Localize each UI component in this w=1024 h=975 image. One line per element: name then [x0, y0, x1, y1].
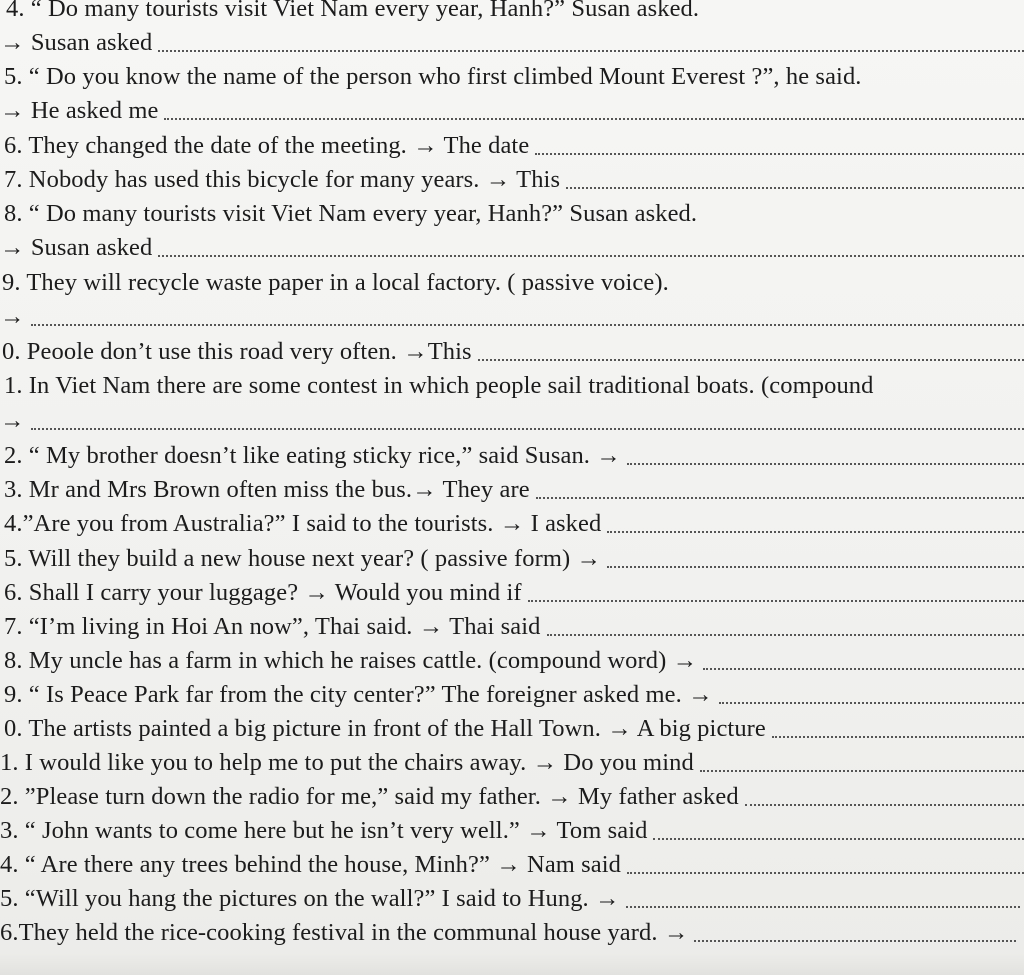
exercise-line	[4, 509, 1024, 539]
answer-blank[interactable]	[627, 872, 1024, 874]
answer-blank[interactable]	[719, 702, 1024, 704]
exercise-text: 2. ”Please turn down the radio for me,” said my father. → My father asked	[0, 783, 739, 810]
exercise-line	[4, 714, 1024, 744]
answer-blank[interactable]	[158, 255, 1024, 257]
exercise-line	[0, 748, 1024, 778]
exercise-line	[0, 816, 1024, 846]
answer-blank[interactable]	[627, 463, 1024, 465]
exercise-text: 5. “ Do you know the name of the person who first climbed Mount Everest ?”, he said.	[4, 63, 862, 90]
exercise-text: 6. They changed the date of the meeting. → The date	[4, 132, 530, 159]
exercise-line	[4, 680, 1024, 710]
exercise-text: 9. “ Is Peace Park far from the city center?” The foreigner asked me. →	[4, 681, 713, 708]
exercise-line	[2, 268, 1024, 298]
exercise-text: →	[0, 303, 25, 330]
exercise-line	[0, 406, 1024, 436]
exercise-text: 4. “ Do many tourists visit Viet Nam every year, Hanh?” Susan asked.	[6, 0, 700, 22]
answer-blank[interactable]	[607, 566, 1024, 568]
exercise-text: 1. In Viet Nam there are some contest in which people sail traditional boats. (compound	[4, 372, 874, 399]
answer-blank[interactable]	[626, 906, 1020, 908]
exercise-line	[0, 28, 1024, 58]
exercise-text: 0. Peoole don’t use this road very often. →This	[2, 338, 472, 365]
exercise-text: 3. “ John wants to come here but he isn’t very well.” → Tom said	[0, 817, 648, 844]
exercise-line	[2, 337, 1024, 367]
exercise-text: 5. Will they build a new house next year? ( passive form) →	[4, 545, 602, 572]
answer-blank[interactable]	[607, 531, 1024, 533]
exercise-text: →	[0, 407, 25, 434]
exercise-text: → Susan asked	[0, 29, 153, 56]
answer-blank[interactable]	[158, 50, 1024, 52]
exercise-line	[0, 850, 1024, 880]
answer-blank[interactable]	[703, 668, 1024, 670]
exercise-text: 6.They held the rice-cooking festival in the communal house yard. →	[0, 919, 689, 946]
exercise-line	[4, 578, 1024, 608]
answer-blank[interactable]	[745, 804, 1024, 806]
answer-blank[interactable]	[164, 118, 1024, 120]
exercise-line	[0, 302, 1024, 332]
exercise-line	[4, 165, 1024, 195]
answer-blank[interactable]	[536, 497, 1024, 499]
exercise-line	[0, 782, 1024, 812]
answer-blank[interactable]	[478, 359, 1024, 361]
answer-blank[interactable]	[547, 634, 1024, 636]
answer-blank[interactable]	[694, 940, 1016, 942]
exercise-line	[6, 0, 1024, 24]
answer-blank[interactable]	[31, 324, 1024, 326]
exercise-text: 7. Nobody has used this bicycle for many years. → This	[4, 166, 561, 193]
exercise-line	[4, 544, 1024, 574]
exercise-line	[4, 62, 1024, 92]
exercise-text: → He asked me	[0, 97, 159, 124]
answer-blank[interactable]	[700, 770, 1024, 772]
exercise-line	[0, 918, 1016, 948]
exercise-text: 3. Mr and Mrs Brown often miss the bus.→ They are	[4, 476, 530, 503]
exercise-line	[4, 646, 1024, 676]
answer-blank[interactable]	[31, 428, 1024, 430]
exercise-line	[0, 96, 1024, 126]
exercise-line	[4, 612, 1024, 642]
exercise-text: 2. “ My brother doesn’t like eating sticky rice,” said Susan. →	[4, 442, 621, 469]
exercise-line	[0, 233, 1024, 263]
exercise-line	[4, 371, 1024, 401]
exercise-text: → Susan asked	[0, 234, 153, 261]
exercise-line	[4, 131, 1024, 161]
answer-blank[interactable]	[566, 187, 1024, 189]
answer-blank[interactable]	[535, 153, 1024, 155]
exercise-text: 7. “I’m living in Hoi An now”, Thai said. → Thai said	[4, 613, 541, 640]
exercise-line	[4, 199, 1024, 229]
exercise-text: 1. I would like you to help me to put the chairs away. → Do you mind	[0, 749, 694, 776]
exercise-text: 0. The artists painted a big picture in front of the Hall Town. → A big picture	[4, 715, 766, 742]
answer-blank[interactable]	[772, 736, 1024, 738]
exercise-text: 8. My uncle has a farm in which he raises cattle. (compound word) →	[4, 647, 698, 674]
exercise-line	[4, 441, 1024, 471]
paper-edge-shadow	[0, 953, 1024, 975]
exercise-line	[0, 884, 1020, 914]
exercise-text: 8. “ Do many tourists visit Viet Nam every year, Hanh?” Susan asked.	[4, 200, 698, 227]
exercise-text: 4.”Are you from Australia?” I said to the tourists. → I asked	[4, 510, 602, 537]
exercise-text: 5. “Will you hang the pictures on the wall?” I said to Hung. →	[0, 885, 620, 912]
exercise-text: 4. “ Are there any trees behind the house, Minh?” → Nam said	[0, 851, 622, 878]
exercise-text: 9. They will recycle waste paper in a local factory. ( passive voice).	[2, 269, 669, 296]
exercise-text: 6. Shall I carry your luggage? → Would you mind if	[4, 579, 522, 606]
answer-blank[interactable]	[528, 600, 1024, 602]
answer-blank[interactable]	[653, 838, 1024, 840]
exercise-line	[4, 475, 1024, 505]
